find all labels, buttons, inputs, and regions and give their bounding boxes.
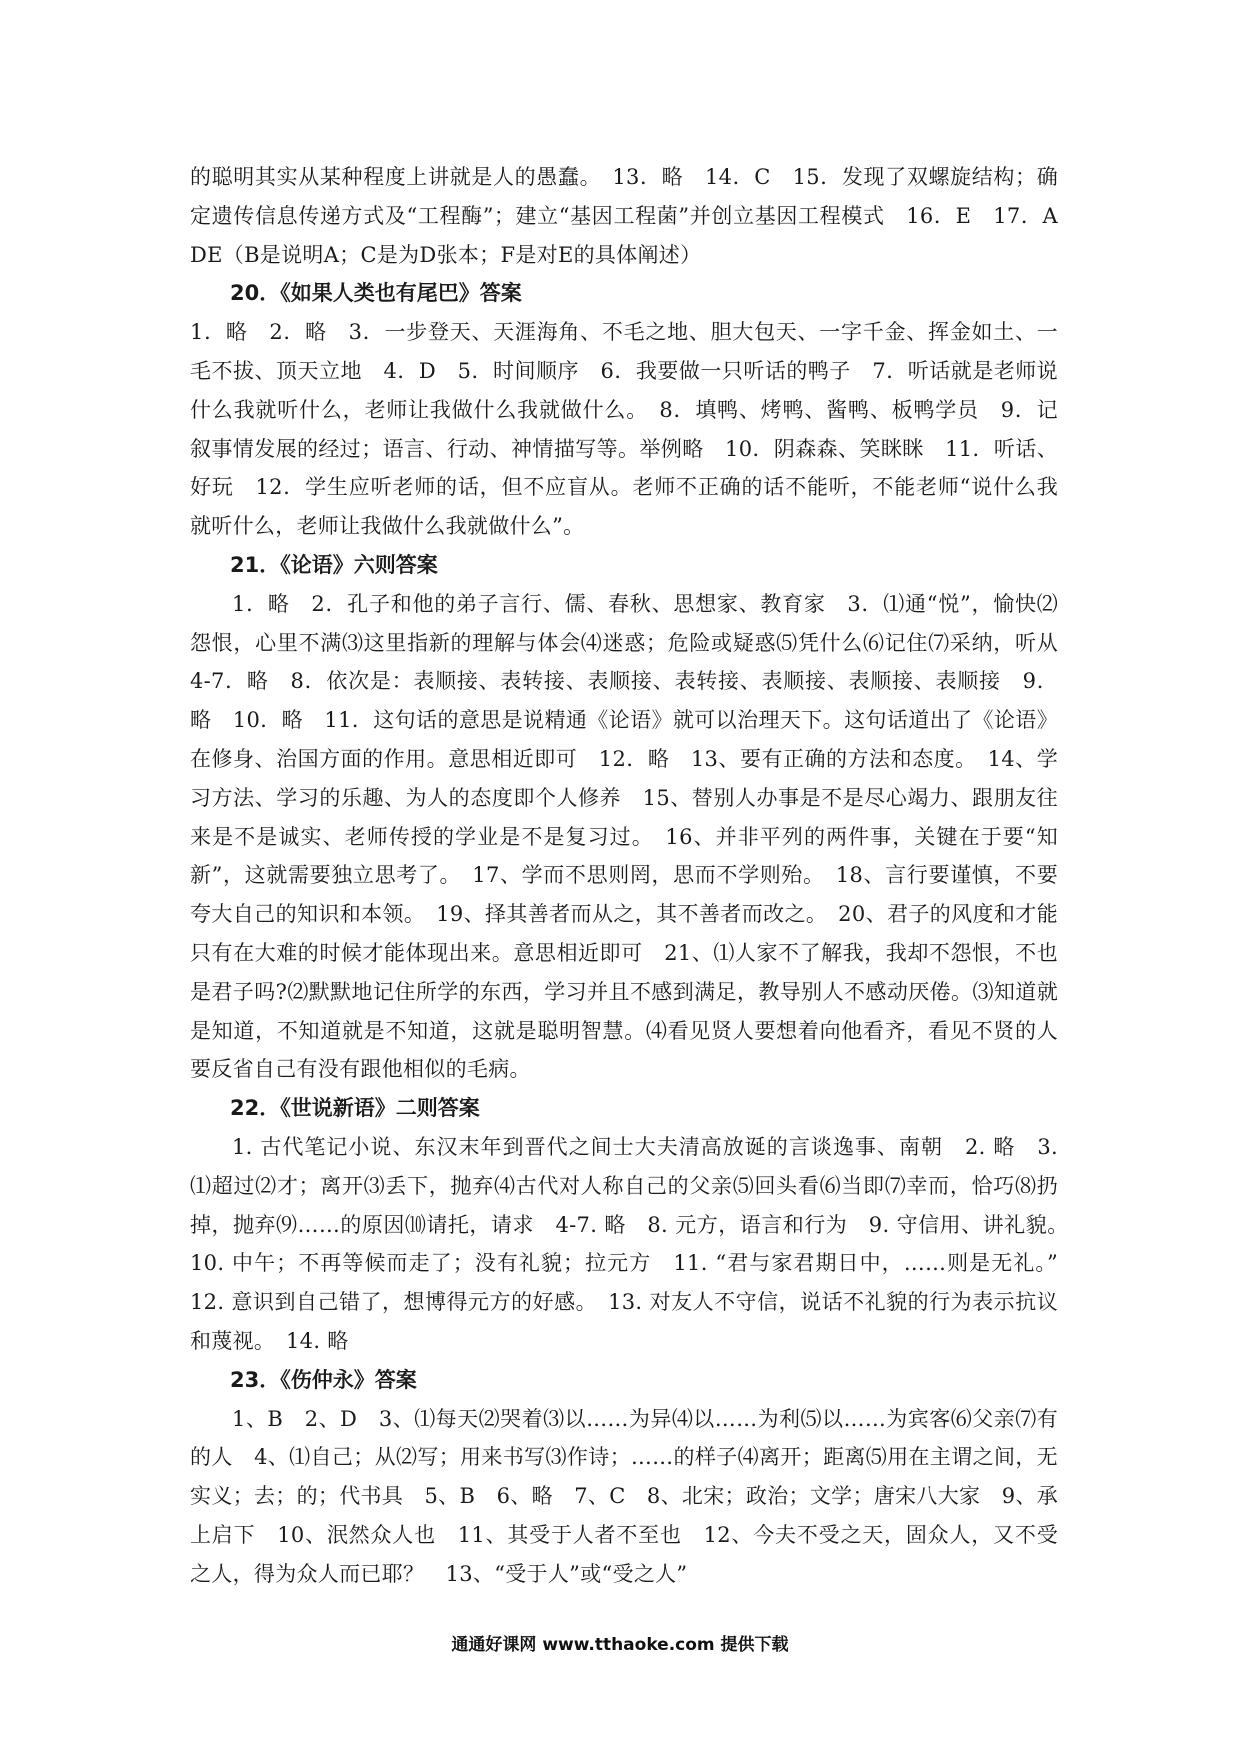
page-footer: 通通好课网 www.tthaoke.com 提供下载 xyxy=(451,1635,789,1655)
section-body-21: 1．略 2．孔子和他的弟子言行、儒、春秋、思想家、教育家 3．⑴通“悦”，愉快⑵怨恨，心里不满⑶这里指新的理解与体会⑷迷惑；危险或疑惑⑸凭什么⑹记住⑺采纳，听从 4-7．略 8．依次是：表顺接、表转接、表顺接、表转接、表顺接、表顺接、表顺接 9．略 10．略 11．这句话的意思是说精通《论语》就可以治理天下。这句话道出了《论语》在修身、治国方面的作用。意思相近即可 12．略 13、要有正确的方法和态度。 14、学习方法、学习的乐趣、为人的态度即个人修养 15、替别人办事是不是尽心竭力、跟朋友往来是不是诚实、老师传授的学业是不是复习过。 16、并非平列的两件事，关键在于要“知新”，这就需要独立思考了。 17、学而不思则罔，思而不学则殆。 18、言行要谨慎，不要夸大自己的知识和本领。 19、择其善者而从之，其不善者而改之。 20、君子的风度和才能只有在大难的时候才能体现出来。意思相近即可 21、⑴人家不了解我，我却不怨恨，不也是君子吗?⑵默默地记住所学的东西，学习并且不感到满足，教导别人不感动厌倦。⑶知道就是知道，不知道就是不知道，这就是聪明智慧。⑷看见贤人要想着向他看齐，看见不贤的人要反省自己有没有跟他相似的毛病。 xyxy=(190,591,1080,1082)
answer-content xyxy=(190,158,1080,1593)
section-heading-20: 20．《如果人类也有尾巴》答案 xyxy=(230,281,522,306)
paragraph-continued: 的聪明其实从某种程度上讲就是人的愚蠢。 13．略 14．C 15．发现了双螺旋结构；确定遗传信息传递方式及“工程酶”；建立“基因工程菌”并创立基因工程模式 16．E 17．ADE（B是说明A；C是为D张本；F是对E的具体阐述） xyxy=(190,165,1058,267)
section-heading-23: 23．《伤仲永》答案 xyxy=(230,1367,417,1392)
section-heading-22: 22．《世说新语》二则答案 xyxy=(230,1096,480,1121)
section-body-20: 1．略 2．略 3．一步登天、天涯海角、不毛之地、胆大包天、一字千金、挥金如土、一毛不拔、顶天立地 4．D 5．时间顺序 6．我要做一只听话的鸭子 7．听话就是老师说什么我就听什么，老师让我做什么我就做什么。 8．填鸭、烤鸭、酱鸭、板鸭学员 9．记叙事情发展的经过；语言、行动、神情描写等。举例略 10．阴森森、笑眯眯 11．听话、好玩 12．学生应听老师的话，但不应盲从。老师不正确的话不能听，不能老师“说什么我就听什么，老师让我做什么我就做什么”。 xyxy=(190,320,1058,539)
section-heading-21: 21．《论语》六则答案 xyxy=(230,552,438,577)
section-body-22: 1. 古代笔记小说、东汉末年到晋代之间士大夫清高放诞的言谈逸事、南朝 2. 略 3. ⑴超过⑵才；离开⑶丢下，抛弃⑷古代对人称自己的父亲⑸回头看⑹当即⑺幸而，恰巧⑻扔掉，抛弃⑼……的原因⑽请托，请求 4-7. 略 8. 元方，语言和行为 9. 守信用、讲礼貌。 10. 中午；不再等候而走了；没有礼貌；拉元方 11. “君与家君期日中，……则是无礼。” 12. 意识到自己错了，想博得元方的好感。 13. 对友人不守信，说话不礼貌的行为表示抗议和蔑视。 14. 略 xyxy=(190,1134,1080,1353)
section-body-23: 1、B 2、D 3、⑴每天⑵哭着⑶以……为异⑷以……为利⑸以……为宾客⑹父亲⑺有的人 4、⑴自己；从⑵写；用来书写⑶作诗；……的样子⑷离开；距离⑸用在主谓之间，无实义；去；的；代书具 5、B 6、略 7、C 8、北宋；政治；文学；唐宋八大家 9、承上启下 10、泯然众人也 11、其受于人者不至也 12、今夫不受之天，固众人，又不受之人，得为众人而已耶？ 13、“受于人”或“受之人” xyxy=(190,1406,1058,1586)
